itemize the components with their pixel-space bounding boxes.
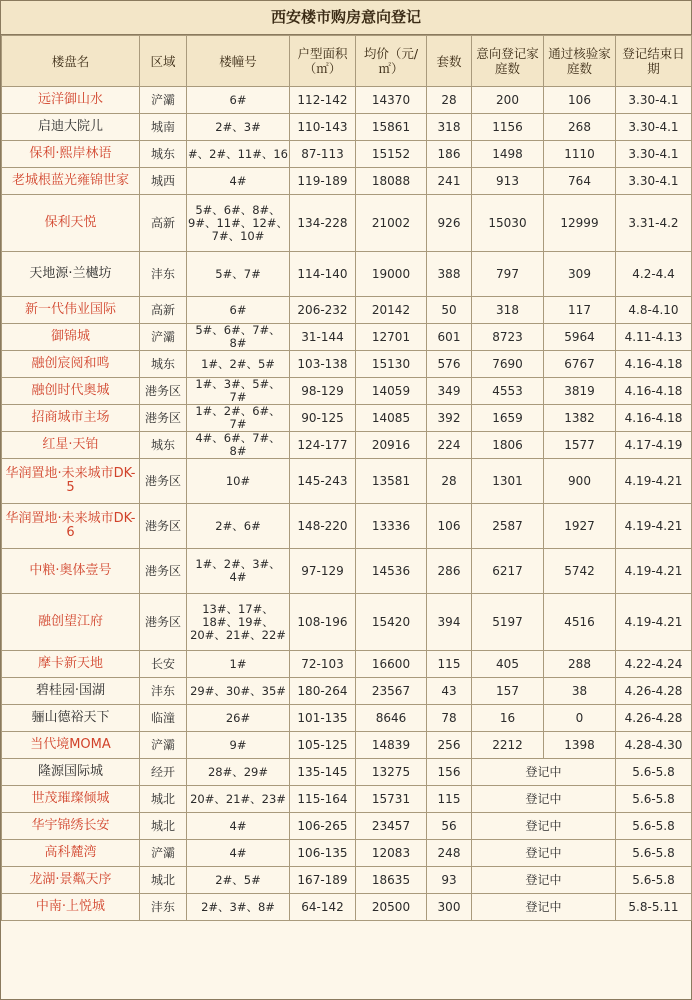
unit-count: 300: [427, 894, 472, 921]
unit-count: 241: [427, 168, 472, 195]
avg-price: 13336: [356, 504, 427, 549]
table-row: [2, 840, 692, 867]
verified-families: 3819: [544, 378, 616, 405]
end-date: 5.6-5.8: [616, 786, 692, 813]
verified-families: 1398: [544, 732, 616, 759]
table-body: [2, 87, 692, 921]
avg-price: 13275: [356, 759, 427, 786]
unit-size: 103-138: [290, 351, 356, 378]
registered-families: 913: [472, 168, 544, 195]
end-date: 5.6-5.8: [616, 813, 692, 840]
table-row: [2, 867, 692, 894]
project-name: 融创宸阅和鸣: [2, 351, 140, 378]
building-numbers: 9#: [187, 732, 290, 759]
header-price: 均价（元/㎡）: [356, 36, 427, 87]
unit-count: 286: [427, 549, 472, 594]
project-name: 华宇锦绣长安: [2, 813, 140, 840]
verified-families: 1382: [544, 405, 616, 432]
header-area: 区域: [140, 36, 187, 87]
district: 港务区: [140, 504, 187, 549]
registration-status: 登记中: [472, 867, 616, 894]
end-date: 4.19-4.21: [616, 594, 692, 651]
building-numbers: 1#、2#、5#: [187, 351, 290, 378]
end-date: 4.16-4.18: [616, 378, 692, 405]
registered-families: 16: [472, 705, 544, 732]
avg-price: 23567: [356, 678, 427, 705]
table-row: [2, 114, 692, 141]
building-numbers: 4#、6#、7#、8#: [187, 432, 290, 459]
district: 长安: [140, 651, 187, 678]
registered-families: 1806: [472, 432, 544, 459]
building-numbers: 2#、5#: [187, 867, 290, 894]
unit-size: 180-264: [290, 678, 356, 705]
unit-size: 101-135: [290, 705, 356, 732]
building-numbers: 20#、21#、23#: [187, 786, 290, 813]
avg-price: 16600: [356, 651, 427, 678]
unit-size: 64-142: [290, 894, 356, 921]
registration-table: [1, 35, 692, 921]
header-row: [2, 36, 692, 87]
avg-price: 12701: [356, 324, 427, 351]
verified-families: 1577: [544, 432, 616, 459]
end-date: 4.28-4.30: [616, 732, 692, 759]
project-name: 融创望江府: [2, 594, 140, 651]
registered-families: 7690: [472, 351, 544, 378]
building-numbers: 26#: [187, 705, 290, 732]
building-numbers: 13#、17#、18#、19#、20#、21#、22#: [187, 594, 290, 651]
building-numbers: 1#、2#、3#、4#: [187, 549, 290, 594]
unit-size: 87-113: [290, 141, 356, 168]
avg-price: 12083: [356, 840, 427, 867]
table-row: [2, 87, 692, 114]
unit-count: 388: [427, 252, 472, 297]
building-numbers: 2#、3#: [187, 114, 290, 141]
table-row: [2, 141, 692, 168]
district: 城北: [140, 867, 187, 894]
end-date: 4.26-4.28: [616, 678, 692, 705]
avg-price: 15130: [356, 351, 427, 378]
registration-status: 登记中: [472, 813, 616, 840]
unit-count: 256: [427, 732, 472, 759]
unit-count: 248: [427, 840, 472, 867]
header-units: 套数: [427, 36, 472, 87]
district: 浐灞: [140, 87, 187, 114]
building-numbers: 6#: [187, 297, 290, 324]
avg-price: 14536: [356, 549, 427, 594]
end-date: 3.30-4.1: [616, 141, 692, 168]
unit-count: 926: [427, 195, 472, 252]
unit-size: 134-228: [290, 195, 356, 252]
district: 港务区: [140, 378, 187, 405]
building-numbers: 4#: [187, 840, 290, 867]
district: 浐灞: [140, 324, 187, 351]
registered-families: 1156: [472, 114, 544, 141]
project-name: 新一代伟业国际: [2, 297, 140, 324]
unit-size: 135-145: [290, 759, 356, 786]
building-numbers: 2#、3#、8#: [187, 894, 290, 921]
verified-families: 117: [544, 297, 616, 324]
table-row: [2, 786, 692, 813]
verified-families: 1110: [544, 141, 616, 168]
project-name: 骊山德裕天下: [2, 705, 140, 732]
verified-families: 6767: [544, 351, 616, 378]
end-date: 4.19-4.21: [616, 549, 692, 594]
unit-count: 106: [427, 504, 472, 549]
building-numbers: 29#、30#、35#: [187, 678, 290, 705]
sheet-title: 西安楼市购房意向登记: [1, 1, 691, 35]
end-date: 4.16-4.18: [616, 405, 692, 432]
project-name: 老城根蓝光雍锦世家: [2, 168, 140, 195]
table-row: [2, 252, 692, 297]
district: 浐灞: [140, 732, 187, 759]
avg-price: 18635: [356, 867, 427, 894]
unit-count: 392: [427, 405, 472, 432]
end-date: 4.2-4.4: [616, 252, 692, 297]
avg-price: 14059: [356, 378, 427, 405]
unit-size: 110-143: [290, 114, 356, 141]
unit-size: 106-135: [290, 840, 356, 867]
district: 高新: [140, 297, 187, 324]
unit-size: 167-189: [290, 867, 356, 894]
unit-count: 186: [427, 141, 472, 168]
building-numbers: 4#: [187, 168, 290, 195]
project-name: 融创时代奥城: [2, 378, 140, 405]
unit-count: 601: [427, 324, 472, 351]
table-row: [2, 432, 692, 459]
verified-families: 0: [544, 705, 616, 732]
avg-price: 20500: [356, 894, 427, 921]
avg-price: 15731: [356, 786, 427, 813]
project-name: 远洋御山水: [2, 87, 140, 114]
end-date: 4.19-4.21: [616, 459, 692, 504]
unit-size: 105-125: [290, 732, 356, 759]
district: 港务区: [140, 594, 187, 651]
project-name: 隆源国际城: [2, 759, 140, 786]
district: 浐灞: [140, 840, 187, 867]
registered-families: 797: [472, 252, 544, 297]
registered-families: 405: [472, 651, 544, 678]
project-name: 碧桂园·国湖: [2, 678, 140, 705]
registered-families: 1301: [472, 459, 544, 504]
project-name: 保利天悦: [2, 195, 140, 252]
avg-price: 13581: [356, 459, 427, 504]
project-name: 摩卡新天地: [2, 651, 140, 678]
district: 沣东: [140, 894, 187, 921]
end-date: 3.30-4.1: [616, 114, 692, 141]
avg-price: 21002: [356, 195, 427, 252]
district: 城东: [140, 432, 187, 459]
registration-status: 登记中: [472, 840, 616, 867]
registered-families: 15030: [472, 195, 544, 252]
header-end-date: 登记结束日期: [616, 36, 692, 87]
table-row: [2, 759, 692, 786]
building-numbers: 28#、29#: [187, 759, 290, 786]
project-name: 华润置地·未来城市DK-6: [2, 504, 140, 549]
unit-count: 43: [427, 678, 472, 705]
district: 高新: [140, 195, 187, 252]
avg-price: 14370: [356, 87, 427, 114]
end-date: 4.11-4.13: [616, 324, 692, 351]
unit-size: 114-140: [290, 252, 356, 297]
project-name: 启迪大院儿: [2, 114, 140, 141]
unit-count: 28: [427, 459, 472, 504]
project-name: 当代境MOMA: [2, 732, 140, 759]
unit-size: 206-232: [290, 297, 356, 324]
district: 沣东: [140, 252, 187, 297]
unit-size: 31-144: [290, 324, 356, 351]
unit-size: 124-177: [290, 432, 356, 459]
building-numbers: 5#、7#: [187, 252, 290, 297]
unit-count: 78: [427, 705, 472, 732]
project-name: 中粮·奥体壹号: [2, 549, 140, 594]
unit-count: 394: [427, 594, 472, 651]
district: 城西: [140, 168, 187, 195]
end-date: 4.8-4.10: [616, 297, 692, 324]
project-name: 御锦城: [2, 324, 140, 351]
end-date: 5.6-5.8: [616, 840, 692, 867]
district: 城东: [140, 351, 187, 378]
registered-families: 2587: [472, 504, 544, 549]
unit-count: 115: [427, 651, 472, 678]
verified-families: 764: [544, 168, 616, 195]
registered-families: 8723: [472, 324, 544, 351]
unit-count: 156: [427, 759, 472, 786]
table-row: [2, 813, 692, 840]
end-date: 4.19-4.21: [616, 504, 692, 549]
verified-families: 38: [544, 678, 616, 705]
table-row: [2, 168, 692, 195]
header-building: 楼幢号: [187, 36, 290, 87]
table-row: [2, 549, 692, 594]
district: 港务区: [140, 405, 187, 432]
unit-count: 349: [427, 378, 472, 405]
registration-status: 登记中: [472, 786, 616, 813]
table-row: [2, 594, 692, 651]
unit-count: 28: [427, 87, 472, 114]
header-verified: 通过核验家庭数: [544, 36, 616, 87]
registered-families: 6217: [472, 549, 544, 594]
unit-size: 119-189: [290, 168, 356, 195]
table-row: [2, 651, 692, 678]
district: 经开: [140, 759, 187, 786]
verified-families: 309: [544, 252, 616, 297]
verified-families: 900: [544, 459, 616, 504]
table-row: [2, 678, 692, 705]
district: 港务区: [140, 459, 187, 504]
project-name: 中南·上悦城: [2, 894, 140, 921]
table-row: [2, 405, 692, 432]
avg-price: 14085: [356, 405, 427, 432]
end-date: 4.26-4.28: [616, 705, 692, 732]
avg-price: 15861: [356, 114, 427, 141]
end-date: 3.30-4.1: [616, 87, 692, 114]
building-numbers: 1#: [187, 651, 290, 678]
project-name: 世茂璀璨倾城: [2, 786, 140, 813]
end-date: 4.16-4.18: [616, 351, 692, 378]
unit-size: 97-129: [290, 549, 356, 594]
unit-size: 72-103: [290, 651, 356, 678]
verified-families: 5964: [544, 324, 616, 351]
unit-size: 115-164: [290, 786, 356, 813]
avg-price: 19000: [356, 252, 427, 297]
table-row: [2, 705, 692, 732]
verified-families: 106: [544, 87, 616, 114]
end-date: 5.6-5.8: [616, 867, 692, 894]
table-row: [2, 894, 692, 921]
end-date: 4.22-4.24: [616, 651, 692, 678]
table-row: [2, 351, 692, 378]
table-row: [2, 378, 692, 405]
table-row: [2, 504, 692, 549]
registration-status: 登记中: [472, 759, 616, 786]
registration-status: 登记中: [472, 894, 616, 921]
building-numbers: 5#、6#、7#、8#: [187, 324, 290, 351]
unit-size: 90-125: [290, 405, 356, 432]
table-row: [2, 324, 692, 351]
project-name: 招商城市主场: [2, 405, 140, 432]
project-name: 华润置地·未来城市DK-5: [2, 459, 140, 504]
registered-families: 200: [472, 87, 544, 114]
registered-families: 1498: [472, 141, 544, 168]
project-name: 天地源·兰樾坊: [2, 252, 140, 297]
avg-price: 20142: [356, 297, 427, 324]
building-numbers: 1#、2#、6#、7#: [187, 405, 290, 432]
district: 港务区: [140, 549, 187, 594]
registered-families: 157: [472, 678, 544, 705]
district: 沣东: [140, 678, 187, 705]
building-numbers: 2#、6#: [187, 504, 290, 549]
table-row: [2, 459, 692, 504]
avg-price: 15420: [356, 594, 427, 651]
unit-count: 318: [427, 114, 472, 141]
registered-families: 5197: [472, 594, 544, 651]
verified-families: 12999: [544, 195, 616, 252]
header-size: 户型面积（㎡）: [290, 36, 356, 87]
building-numbers: 4#: [187, 813, 290, 840]
registered-families: 1659: [472, 405, 544, 432]
district: 城南: [140, 114, 187, 141]
unit-count: 224: [427, 432, 472, 459]
avg-price: 15152: [356, 141, 427, 168]
project-name: 保利·熙岸林语: [2, 141, 140, 168]
end-date: 3.30-4.1: [616, 168, 692, 195]
table-row: [2, 297, 692, 324]
building-numbers: 6#: [187, 87, 290, 114]
avg-price: 14839: [356, 732, 427, 759]
unit-size: 98-129: [290, 378, 356, 405]
verified-families: 1927: [544, 504, 616, 549]
unit-count: 93: [427, 867, 472, 894]
district: 城北: [140, 786, 187, 813]
unit-size: 148-220: [290, 504, 356, 549]
district: 城东: [140, 141, 187, 168]
district: 城北: [140, 813, 187, 840]
unit-size: 108-196: [290, 594, 356, 651]
verified-families: 5742: [544, 549, 616, 594]
header-name: 楼盘名: [2, 36, 140, 87]
unit-size: 106-265: [290, 813, 356, 840]
building-numbers: #、2#、11#、16: [187, 141, 290, 168]
unit-count: 576: [427, 351, 472, 378]
district: 临潼: [140, 705, 187, 732]
verified-families: 268: [544, 114, 616, 141]
project-name: 红星·天铂: [2, 432, 140, 459]
unit-size: 112-142: [290, 87, 356, 114]
verified-families: 288: [544, 651, 616, 678]
end-date: 4.17-4.19: [616, 432, 692, 459]
registered-families: 4553: [472, 378, 544, 405]
unit-count: 56: [427, 813, 472, 840]
unit-size: 145-243: [290, 459, 356, 504]
project-name: 高科麓湾: [2, 840, 140, 867]
registered-families: 318: [472, 297, 544, 324]
avg-price: 18088: [356, 168, 427, 195]
unit-count: 115: [427, 786, 472, 813]
unit-count: 50: [427, 297, 472, 324]
project-name: 龙湖·景粼天序: [2, 867, 140, 894]
registered-families: 2212: [472, 732, 544, 759]
header-registered: 意向登记家庭数: [472, 36, 544, 87]
building-numbers: 1#、3#、5#、7#: [187, 378, 290, 405]
avg-price: 23457: [356, 813, 427, 840]
avg-price: 20916: [356, 432, 427, 459]
building-numbers: 5#、6#、8#、9#、11#、12#、7#、10#: [187, 195, 290, 252]
end-date: 5.6-5.8: [616, 759, 692, 786]
table-row: [2, 732, 692, 759]
avg-price: 8646: [356, 705, 427, 732]
end-date: 5.8-5.11: [616, 894, 692, 921]
end-date: 3.31-4.2: [616, 195, 692, 252]
verified-families: 4516: [544, 594, 616, 651]
building-numbers: 10#: [187, 459, 290, 504]
table-row: [2, 195, 692, 252]
